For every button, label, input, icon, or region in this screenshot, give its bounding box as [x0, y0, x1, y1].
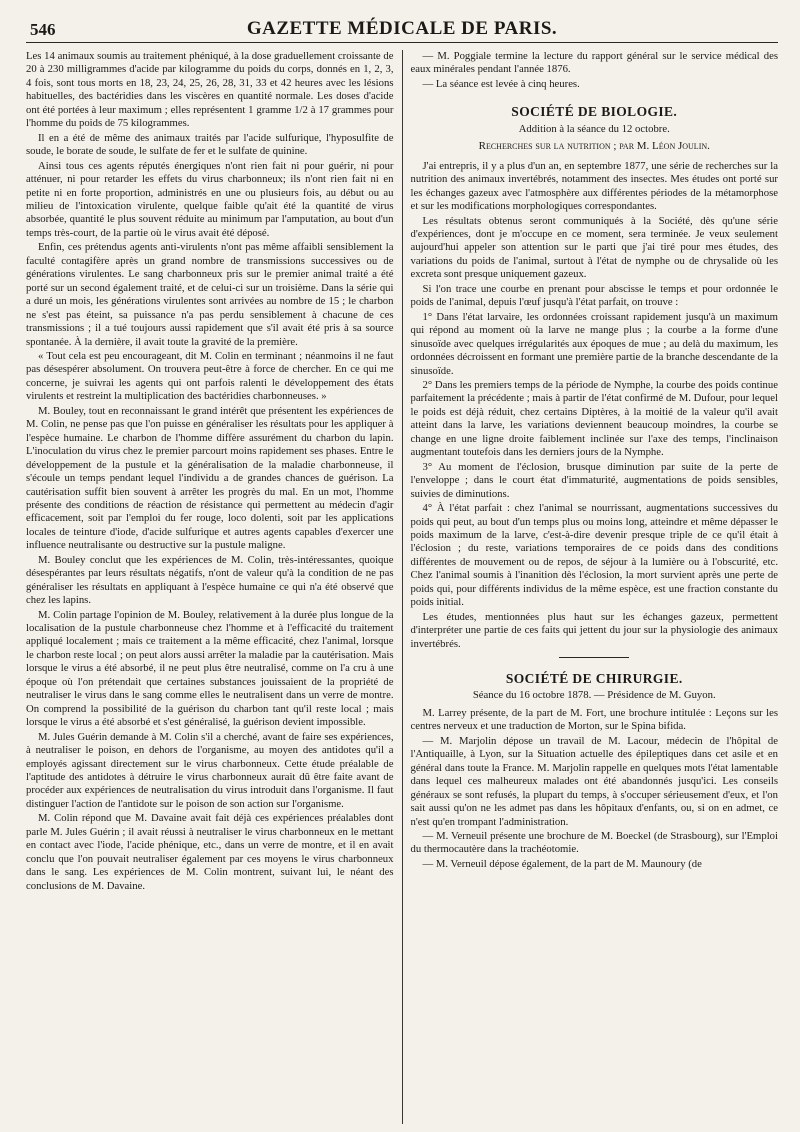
paragraph: — M. Poggiale termine la lecture du rapport général sur le service médical des eaux minérales pendant l'année 1876. [410, 50, 778, 76]
paragraph: Il en a été de même des animaux traités par l'acide sulfurique, l'hyposulfite de soude, le borate de soude, le sulfate de fer et le sulfate de quinine. [26, 131, 394, 158]
paragraph: J'ai entrepris, il y a plus d'un an, en septembre 1877, une série de recherches sur la nutrition des animaux invertébrés, notamment des insectes. Mes études ont porté sur les échanges gazeux avec l'atmosphère aux différentes périodes de la métamorphose et sur les modifications morphologiques correspondantes. [410, 159, 778, 213]
newspaper-page [26, 14, 778, 1124]
paragraph: — M. Marjolin dépose un travail de M. Lacour, médecin de l'hôpital de l'Antiquaille, à Lyon, sur la Situation actuelle des épileptiques dans cet asile et en général dans toute la France. M. Marjolin rappelle en quelques mots l'état lamentable dans lequel ces malheureux malades ont été abandonnés jusqu'ici. Les conseils généraux se sont refusés, la plupart du temps, à s'occuper sérieusement d'eux, et l'on sait aussi qu'on ne les admet pas dans les hôpitaux d'enfants, ou, si on en admet, ce n'est qu'en trompant l'administration. [410, 734, 778, 828]
left-column [26, 50, 403, 1124]
section-divider [559, 657, 629, 658]
paragraph: M. Colin partage l'opinion de M. Bouley, relativement à la durée plus longue de la localisation de la pustule charbonneuse chez l'homme et à l'efficacité du traitement appliqué localement ; mais ce traitement a la même efficacité, chez l'animal, lorsque le charbon reste local ; on peut alors aussi arrêter la maladie par la cautérisation. Mais lorsque le virus a été absorbé, il ne peut plus être neutralisé, comme on l'a cru à une époque où l'on prétendait que certaines substances jouissaient de la propriété de neutraliser le virus dans le sang comme elles le neutralisent dans un verre de montre. On comprend la possibilité de la guérison du charbon tant qu'il reste local ; mais lorsque le virus a été absorbé et s'est généralisé, la guérison devient impossible. [26, 608, 394, 729]
paragraph: 1° Dans l'état larvaire, les ordonnées croissant rapidement jusqu'à un maximum qui répond au moment où la larve ne mange plus ; la courbe a la forme d'une sinusoïde avec quelques irrégularités aux époques de mue ; au delà du maximum, les ordonnées décroissent en formant une première partie de la branche descendante de la sinusoïde. [410, 310, 778, 377]
paragraph: Les résultats obtenus seront communiqués à la Société, dès qu'une série d'expériences, dont je m'occupe en ce moment, sera terminée. Je veux seulement aujourd'hui appeler son attention sur le parti que j'ai tiré pour mes études, des variations du poids de l'animal, surtout à l'état de nymphe ou de chrysalide où les excreta sont presque uniquement gazeux. [410, 214, 778, 281]
paragraph: — M. Verneuil présente une brochure de M. Boeckel (de Strasbourg), sur l'Emploi du thermocautère dans la trachéotomie. [410, 830, 778, 856]
paragraph: — M. Verneuil dépose également, de la part de M. Maunoury (de [422, 857, 702, 870]
paragraph: 3° Au moment de l'éclosion, brusque diminution par suite de la perte de l'enveloppe ; dans le court état d'immaturité, augmentations de poids sensibles, suivies de diminutions. [410, 460, 778, 500]
page-number: 546 [30, 20, 56, 39]
section-heading-biologie: SOCIÉTÉ DE BIOLOGIE. [511, 104, 678, 120]
section-heading-chirurgie: SOCIÉTÉ DE CHIRURGIE. [505, 671, 683, 687]
paragraph: M. Bouley, tout en reconnaissant le grand intérêt que présentent les expériences de M. Colin, ne pense pas que l'on puisse en généraliser les résultats pour les appliquer à l'espèce humaine. Le charbon de l'homme diffère assurément du charbon du lapin. L'inoculation du virus chez le premier parcourt moins rapidement ses phases. Entre le développement de la pustule et la généralisation de la maladie charbonneuse, il s'écoule un temps pendant lequel l'individu a de grandes chances de guérison. La cautérisation suffit bien souvent à arrêter les progrès du mal. En un mot, l'homme présente des conditions de réaction de résistance qui permettent au médecin d'agir efficacement, soit par l'emploi du fer rouge, loco dolenti, soit par les applications locales de teinture d'iode, d'acide sulfurique et autres agents capables d'exercer une influence neutralisante ou destructive sur la pustule maligne. [26, 404, 394, 552]
paragraph: — La séance est levée à cinq heures. [422, 77, 580, 90]
paragraph: 2° Dans les premiers temps de la période de Nymphe, la courbe des poids continue parfaitement la précédente ; mais à partir de l'état confirmé de M. Dufour, pour lequel le poids est déjà réduit, chez certains Diptères, à la moitié de la valeur qu'il avait atteint dans la larve, les variations deviennent beaucoup moindres, la courbe se change en une ligne droite faiblement inclinée sur l'axe des temps, l'inclinaison augmentant toutefois dans les derniers jours de la Nymphe. [410, 378, 778, 459]
paragraph: 4° À l'état parfait : chez l'animal se nourrissant, augmentations successives du poids qui peut, au bout d'un temps plus ou moins long, atteindre et même dépasser le poids maximum de la larve, c'est-à-dire devenir presque triple de ce qu'il était à l'éclosion ; du reste, variations temporaires de ce poids dans des conditions différentes de mouvement ou de repos, de séjour à la lumière ou à l'obscurité, etc. Chez l'animal soumis à l'inanition dès l'éclosion, la mort survient après une perte de poids qui, pour différents individus de la même espèce, est une fraction constante du poids initial. [410, 502, 778, 609]
right-column [403, 50, 779, 1124]
two-column-body [26, 50, 778, 1124]
journal-title: GAZETTE MÉDICALE DE PARIS. [246, 18, 558, 39]
paragraph: Les 14 animaux soumis au traitement phéniqué, à la dose graduellement croissante de 20 à 230 milligrammes d'acide par kilogramme du poids du corps, donnés en 1, 2, 3, 4 fois, sont tous morts en 18, 23, 24, 25, 26, 28, 31, 33 et 42 heures avec les lésions habituelles, des bactéridies dans les viscères en quantité normale. Les doses d'acide ont été portées à leur maximum ; elles représentent 1 gramme 1/2 à 17 grammes pour l'homme du poids de 75 kilogrammes. [26, 50, 394, 130]
running-head [26, 14, 778, 43]
paragraph: Si l'on trace une courbe en prenant pour abscisse le temps et pour ordonnée le poids de l'animal, depuis l'œuf jusqu'à l'état parfait, on trouve : [410, 282, 778, 309]
article-subtitle: Recherches sur la nutrition ; par M. Léon Joulin. [478, 140, 710, 153]
paragraph: M. Jules Guérin demande à M. Colin s'il a cherché, avant de faire ses expériences, à neutraliser le poison, en dehors de l'organisme, au moyen des antidotes qu'il a employés agissant directement sur le virus charbonneux. Cette étude préalable de l'aptitude des antidotes à détruire le virus charbonneux aurait dû être faite avant de procéder aux expériences de neutralisation du virus introduit dans l'organisme. Il faut distinguer l'action de l'antidote sur le poison de son action sur l'organisme. [26, 730, 394, 810]
paragraph: M. Larrey présente, de la part de M. Fort, une brochure intitulée : Leçons sur les centres nerveux et une traduction de Morton, sur le Spina bifida. [410, 706, 778, 733]
paragraph: Enfin, ces prétendus agents anti-virulents n'ont pas même affaibli sensiblement la faculté contagifère après un grand nombre de transmissions successives ou de générations virulentes. Le sang charbonneux pris sur le premier animal traité a été porté sur un second également traité, et de celui-ci sur un troisième. Dans la série qui a duré un mois, les générations virulentes sont arrivées au nombre de 15 ; le charbon ne s'est pas éteint, sa puissance n'a pas perdu sensiblement à chacune de ces transmissions ; il a tué toujours aussi rapidement que s'il avait été pris à sa source spontanée. À la dernière, il avait toute la gravité de la première. [26, 241, 394, 348]
session-line: Séance du 16 octobre 1878. — Présidence de M. Guyon. [472, 689, 716, 702]
paragraph: « Tout cela est peu encourageant, dit M. Colin en terminant ; néanmoins il ne faut pas désespérer absolument. On trouvera peut-être à force de chercher. En ce qui me concerne, je suivrai les agents qui ont parfois ralenti le développement des états virulents et restreint la multiplication des bactéridies charbonneuses. » [26, 349, 394, 403]
paragraph: M. Colin répond que M. Davaine avait fait déjà ces expériences préalables dont parle M. Jules Guérin ; il avait réussi à neutraliser le virus charbonneux en le mettant en contact avec l'iode, l'acide phénique, etc., dans un verre de montre, et il en avait conclu que l'on pouvait neutraliser également par ces moyens le virus charbonneux dans le sang. Les expériences de M. Colin montrent, suivant lui, le néant des conclusions de M. Davaine. [26, 812, 394, 892]
paragraph: Les études, mentionnées plus haut sur les échanges gazeux, permettent d'interpréter une partie de ces faits qui jettent du jour sur la physiologie des animaux invertébrés. [410, 610, 778, 650]
paragraph: M. Bouley conclut que les expériences de M. Colin, très-intéressantes, quoique désespérantes par leurs résultats négatifs, n'ont de valeur qu'à la condition de ne pas généraliser les résultats en appliquant à l'espèce humaine ce qui n'a été observé que chez les lapins. [26, 553, 394, 607]
session-line: Addition à la séance du 12 octobre. [518, 122, 670, 135]
paragraph: Ainsi tous ces agents réputés énergiques n'ont rien fait ni pour guérir, ni pour atténuer, ni pour retarder les effets du virus charbonneux; ils n'ont rien fait ni en petite ni en forte proportion, administrés en une ou plusieurs fois, au début ou au milieu de l'intoxication virulente, quelque faible qu'ait été la quantité de virus absorbée, quantité le plus souvent réduite au minimum par l'amputation, au bout d'un temps très-court, de la partie où le virus avait été déposé. [26, 159, 394, 239]
